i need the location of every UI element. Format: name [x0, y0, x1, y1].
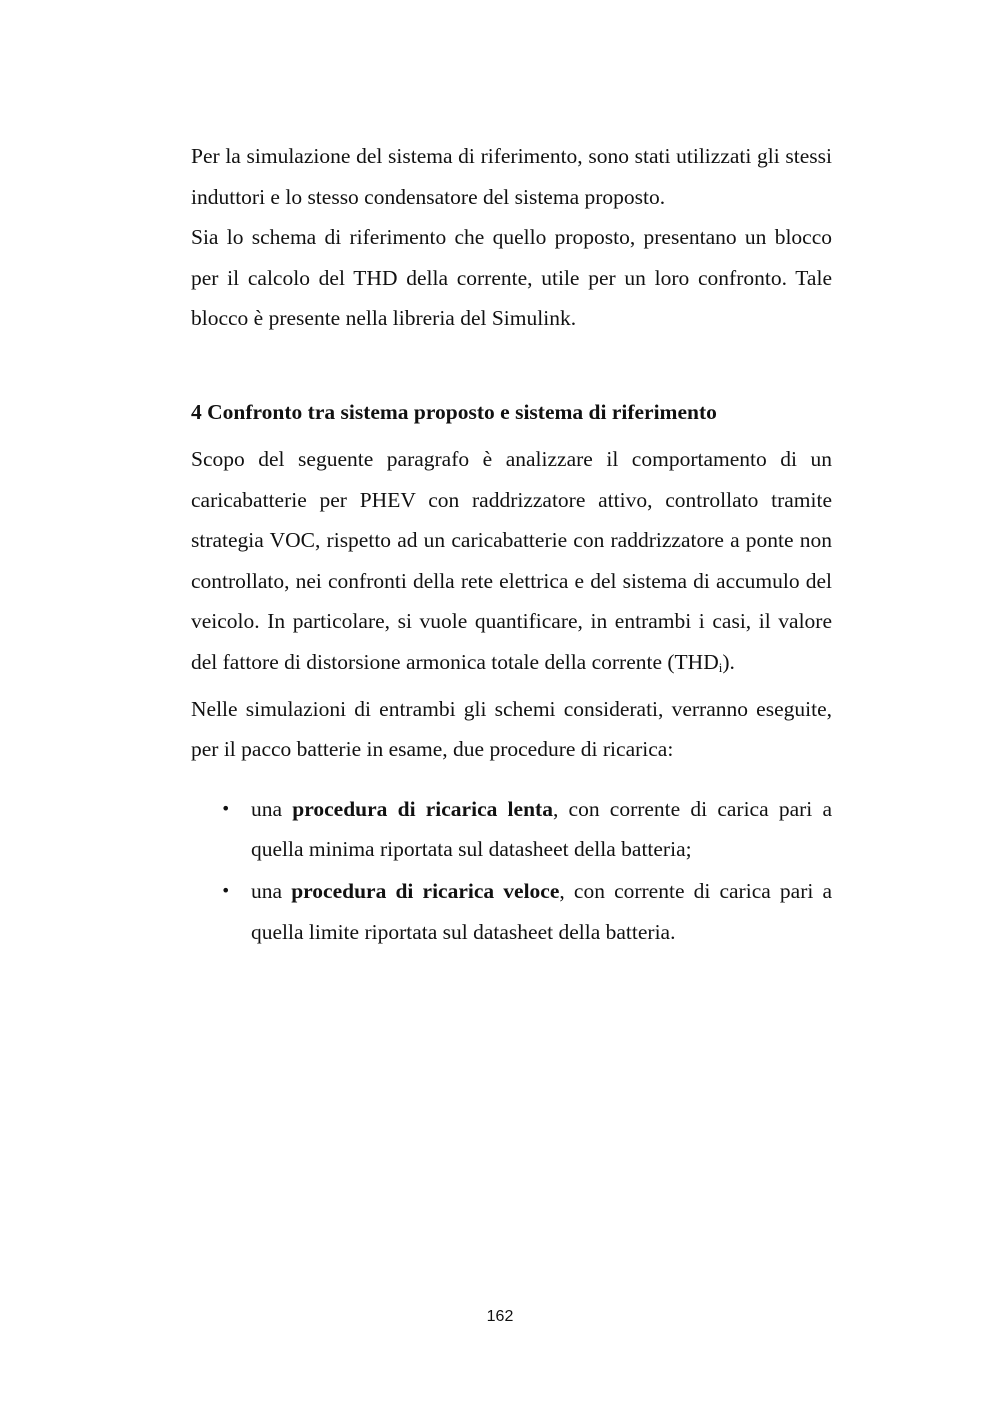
list-item-suffix: , con corrente di carica pari a quella minima riportata sul datasheet della batteria; — [251, 796, 832, 862]
paragraph-scope-end: ). — [722, 649, 735, 674]
thd-subscript: i — [718, 659, 723, 675]
paragraph-scope — [191, 439, 832, 689]
list-item — [191, 789, 832, 870]
paragraph-simulations: Nelle simulazioni di entrambi gli schemi considerati, verranno eseguite, per il pacco batterie in esame, due procedure di ricarica: — [191, 696, 832, 762]
list-item — [191, 871, 832, 952]
bullet-dot-icon: • — [221, 798, 231, 818]
list-item-bold: procedura di ricarica veloce — [291, 879, 560, 904]
page-content — [191, 136, 832, 954]
list-item-suffix: , con corrente di carica pari a quella limite riportata sul datasheet della batteria. — [251, 879, 833, 944]
paragraph-thd-block: Sia lo schema di riferimento che quello proposto, presentano un blocco per il calcolo del THD della corrente, utile per un loro confronto. Tale blocco è presente nella libreria del Simulink. — [191, 225, 832, 331]
charging-procedures-list — [191, 789, 832, 953]
list-item-prefix: una — [251, 879, 292, 904]
paragraph-reference-system-inductors: Per la simulazione del sistema di riferimento, sono stati utilizzati gli stessi induttori e lo stesso condensatore del sistema proposto. — [191, 144, 832, 209]
list-item-bold: procedura di ricarica lenta — [292, 796, 553, 821]
list-item-prefix: una — [251, 796, 293, 821]
bullet-dot-icon: • — [221, 881, 231, 901]
section-spacer — [191, 339, 832, 392]
page-number: 162 — [486, 1308, 514, 1325]
paragraph-scope-text: Scopo del seguente paragrafo è analizzare il comportamento di un caricabatterie per PHEV con raddrizzatore attivo, controllato tramite strategia VOC, rispetto ad un caricabatterie con raddrizzatore a ponte non controllato, nei confronti della rete elettrica e del sistema di accumulo del veicolo. In particolare, si vuole quantificare, in entrambi i casi, il valore del fattore di distorsione armonica totale della corrente (THD — [191, 446, 832, 674]
section-heading: 4 Confronto tra sistema proposto e sistema di riferimento — [191, 399, 717, 424]
